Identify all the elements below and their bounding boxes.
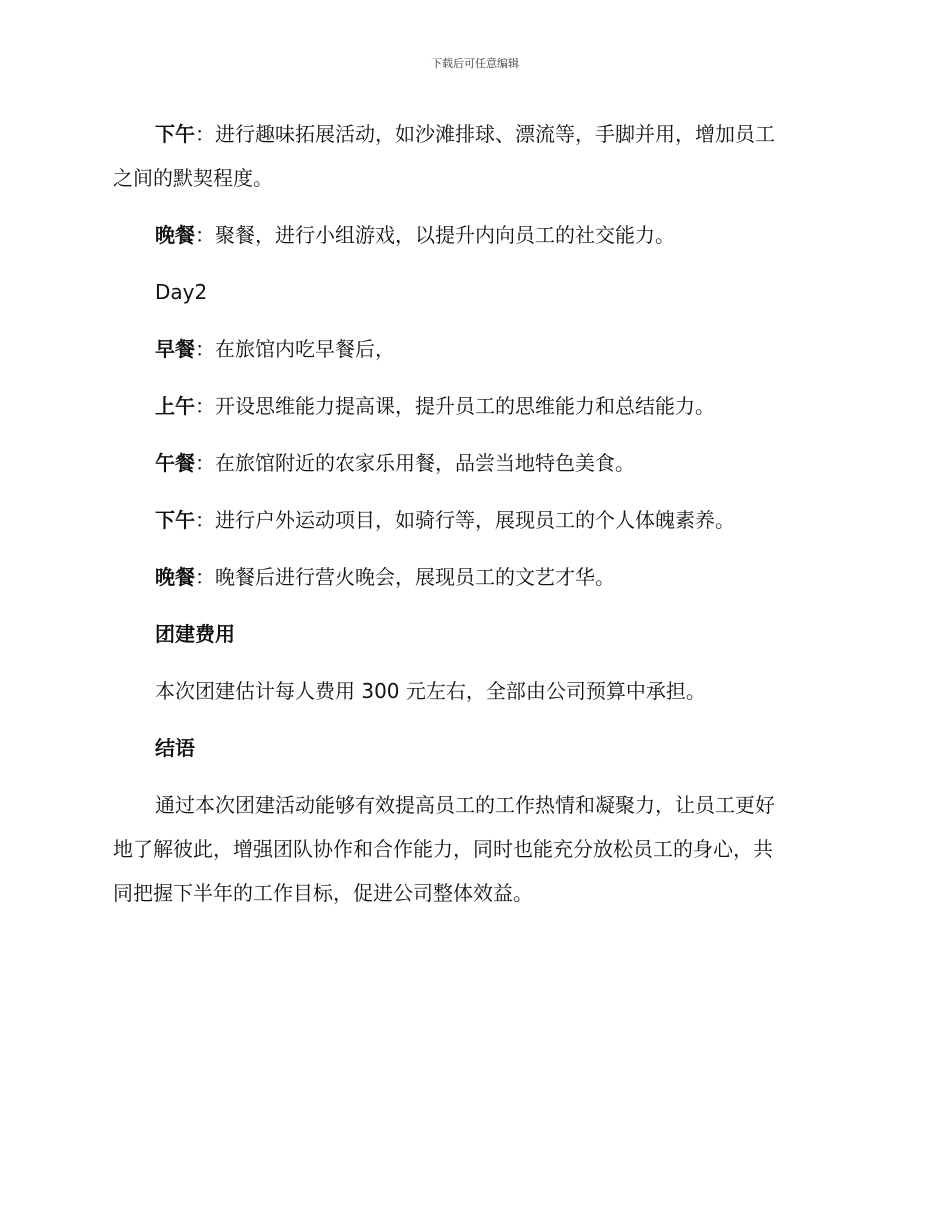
document-body [113,112,833,915]
conclusion-line1: 通过本次团建活动能够有效提高员工的工作热情和凝聚力，让员工更好 [155,793,775,817]
day2-dinner-text: ：晚餐后进行营火晚会，展现员工的文艺才华。 [195,565,615,589]
day2-afternoon-label: 下午 [155,508,195,532]
day1-afternoon-line2: 之间的默契程度。 [113,166,273,190]
conclusion-paragraph [113,783,833,915]
day2-lunch-text: ：在旅馆附近的农家乐用餐，品尝当地特色美食。 [195,451,635,475]
day1-dinner-label: 晚餐 [155,223,195,247]
day2-lunch-label: 午餐 [155,451,195,475]
day2-breakfast-text: ：在旅馆内吃早餐后， [195,337,395,361]
day2-morning-text: ：开设思维能力提高课，提升员工的思维能力和总结能力。 [195,394,715,418]
conclusion-heading: 结语 [155,736,195,760]
day2-breakfast-line [113,327,833,371]
day2-morning-line [113,384,833,428]
day2-title: Day2 [155,280,208,304]
day2-dinner-label: 晚餐 [155,565,195,589]
day1-afternoon-text: ：进行趣味拓展活动，如沙滩排球、漂流等，手脚并用，增加员工 [195,122,775,146]
cost-text: 本次团建估计每人费用 300 元左右，全部由公司预算中承担。 [155,679,706,703]
day1-dinner-line [113,213,833,257]
day1-afternoon-block [113,112,833,200]
day2-dinner-line [113,555,833,599]
day1-dinner-text: ：聚餐，进行小组游戏，以提升内向员工的社交能力。 [195,223,675,247]
day2-afternoon-text: ：进行户外运动项目，如骑行等，展现员工的个人体魄素养。 [195,508,735,532]
day2-afternoon-line [113,498,833,542]
conclusion-line3: 同把握下半年的工作目标，促进公司整体效益。 [113,881,533,905]
conclusion-line2: 地了解彼此，增强团队协作和合作能力，同时也能充分放松员工的身心，共 [113,837,773,861]
day2-lunch-line [113,441,833,485]
page-header-note: 下载后可任意编辑 [431,57,519,70]
day1-afternoon-line1 [113,112,833,156]
day2-morning-label: 上午 [155,394,195,418]
day1-afternoon-label: 下午 [155,122,195,146]
cost-heading: 团建费用 [155,622,235,646]
day2-breakfast-label: 早餐 [155,337,195,361]
